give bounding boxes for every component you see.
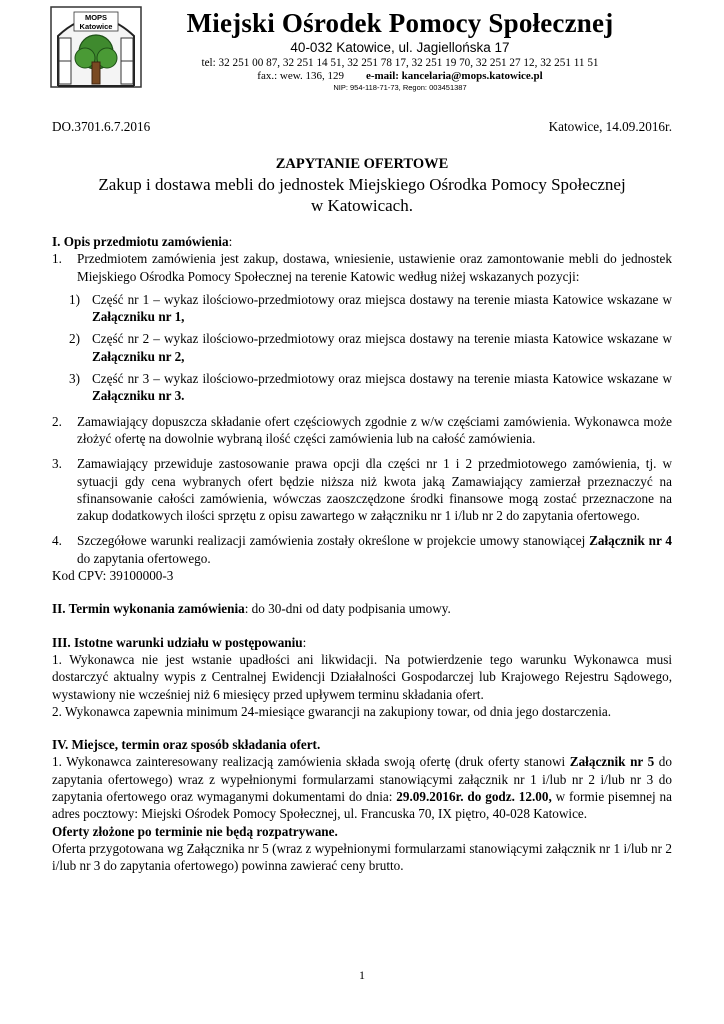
doc-meta bbox=[52, 118, 672, 135]
section-2-heading: II. Termin wykonania zamówienia bbox=[52, 601, 245, 617]
list-item: 3. Zamawiający przewiduje zastosowanie prawa opcji dla części nr 1 i 2 przedmiotowego zamówienia, tj. w sytuacji gdy cena wybranych ofert będzie niższa niż kwota jaką Zamawiający zamierzał przeznaczyć na sfinansowanie całości zamówienia, wówczas zaoszczędzone środki finansowe mogą zostać przeznaczone na zakup dodatkowych ilości sprzętu z opisu zawartego w załączniku nr 1 i/lub nr 2 do zapytania ofertowego. bbox=[52, 456, 672, 524]
section-4 bbox=[52, 736, 672, 874]
sub-list-item: 2) Część nr 2 – wykaz ilościowo-przedmiotowy oraz miejsca dostawy na terenie miasta Katowice wskazane w Załączniku nr 2, bbox=[69, 331, 672, 364]
org-email[interactable]: e-mail: kancelaria@mops.katowice.pl bbox=[365, 70, 543, 82]
section-3-heading: III. Istotne warunki udziału w postępowaniu: bbox=[52, 634, 307, 650]
doc-place-date: Katowice, 14.09.2016r. bbox=[548, 119, 672, 134]
section-1-heading: I. Opis przedmiotu zamówienia: bbox=[52, 234, 233, 249]
list-item: 4. Szczegółowe warunki realizacji zamówienia zostały określone w projekcie umowy stanowiącej Załącznik nr 4 do zapytania ofertowego. bbox=[52, 533, 672, 566]
logo-graphic bbox=[50, 6, 142, 88]
doc-subject-line2: w Katowicach. bbox=[311, 196, 413, 215]
sub-list-item: 1) Część nr 1 – wykaz ilościowo-przedmiotowy oraz miejsca dostawy na terenie miasta Katowice wskazane w Załączniku nr 1, bbox=[69, 291, 672, 325]
sub-list-item: 3) Część nr 3 – wykaz ilościowo-przedmiotowy oraz miejsca dostawy na terenie miasta Katowice wskazane w Załączniku nr 3. bbox=[69, 371, 672, 404]
section-2 bbox=[52, 600, 672, 617]
org-fax-email bbox=[140, 70, 660, 83]
section-3 bbox=[52, 634, 672, 720]
org-fax: fax.: wew. 136, 129 bbox=[257, 70, 344, 82]
logo-text-mops: MOPS bbox=[84, 13, 108, 22]
doc-title: ZAPYTANIE OFERTOWE bbox=[275, 156, 449, 172]
section-4-warning: Oferty złożone po terminie nie będą rozpatrywane. bbox=[52, 823, 338, 839]
list-item: 1. Przedmiotem zamówienia jest zakup, dostawa, wniesienie, ustawienie oraz zamontowanie mebli do jednostek Miejskiego Ośrodka Pomocy Społecznej na terenie Katowic według niżej wskazanych pozycji: bbox=[52, 251, 672, 284]
list-item: 2. Zamawiający dopuszcza składanie ofert częściowych zgodnie z w/w częściami zamówienia. Wykonawca może złożyć ofertę na dowolnie wybraną ilość części zamówienia lub na całość zamówienia. bbox=[52, 413, 672, 446]
document-body bbox=[52, 118, 672, 875]
cpv-code: Kod CPV: 39100000-3 bbox=[52, 568, 174, 584]
section-1 bbox=[52, 233, 672, 584]
letterhead bbox=[140, 6, 660, 93]
org-phones: tel: 32 251 00 87, 32 251 14 51, 32 251 78 17, 32 251 19 70, 32 251 27 12, 32 251 11 51 bbox=[201, 57, 599, 69]
org-address: 40-032 Katowice, ul. Jagiellońska 17 bbox=[290, 40, 510, 55]
section-4-para3: Oferta przygotowana wg Załącznika nr 5 (wraz z wypełnionymi formularzami stanowiącymi załącznik nr 1 i/lub nr 2 i/lub nr 3 do zapytania ofertowego) powinna zawierać ceny brutto. bbox=[52, 840, 672, 874]
section-4-heading: IV. Miejsce, termin oraz sposób składania ofert. bbox=[52, 737, 321, 753]
doc-subject-line1: Zakup i dostawa mebli do jednostek Miejskiego Ośrodka Pomocy Społecznej bbox=[98, 175, 626, 194]
page-number: 1 bbox=[359, 968, 365, 982]
section-3-para1: 1. Wykonawca nie jest wstanie upadłości ani likwidacji. Na potwierdzenie tego warunku Wykonawca musi dostarczyć aktualny wypis z Centralnej Ewidencji Działalności Gospodarczej lub Krajowego Rejestru Sądowego, wystawiony nie wcześniej niż 6 miesięcy przed upływem terminu składania ofert. bbox=[52, 651, 672, 702]
logo-text-city: Katowice bbox=[79, 22, 113, 31]
doc-subject bbox=[52, 174, 672, 216]
org-name: Miejski Ośrodek Pomocy Społecznej bbox=[186, 8, 614, 38]
section-3-para2: 2. Wykonawca zapewnia minimum 24-miesiące gwarancji na zakupiony towar, od dnia jego dostarczenia. bbox=[52, 703, 612, 719]
section-4-para1: 1. Wykonawca zainteresowany realizacją zamówienia składa swoją ofertę (druk oferty stanowi Załącznik nr 5 do zapytania ofertowego) wraz z wypełnionymi formularzami stanowiącymi załącznik nr 1 i/lub nr 2 i/lub nr 3 do zapytania ofertowego oraz wymaganymi dokumentami do dnia: 29.09.2016r. do godz. 12.00, w formie pisemnej na adres pocztowy: Miejski Ośrodek Pomocy Społecznej, ul. Francuska 70, IX piętro, 40-028 Katowice. bbox=[52, 754, 672, 822]
doc-reference: DO.3701.6.7.2016 bbox=[52, 119, 151, 134]
mops-logo bbox=[50, 6, 142, 88]
section-2-text: : do 30-dni od daty podpisania umowy. bbox=[244, 601, 451, 617]
org-nip-regon: NIP: 954-118-71-73, Regon: 003451387 bbox=[333, 83, 467, 92]
